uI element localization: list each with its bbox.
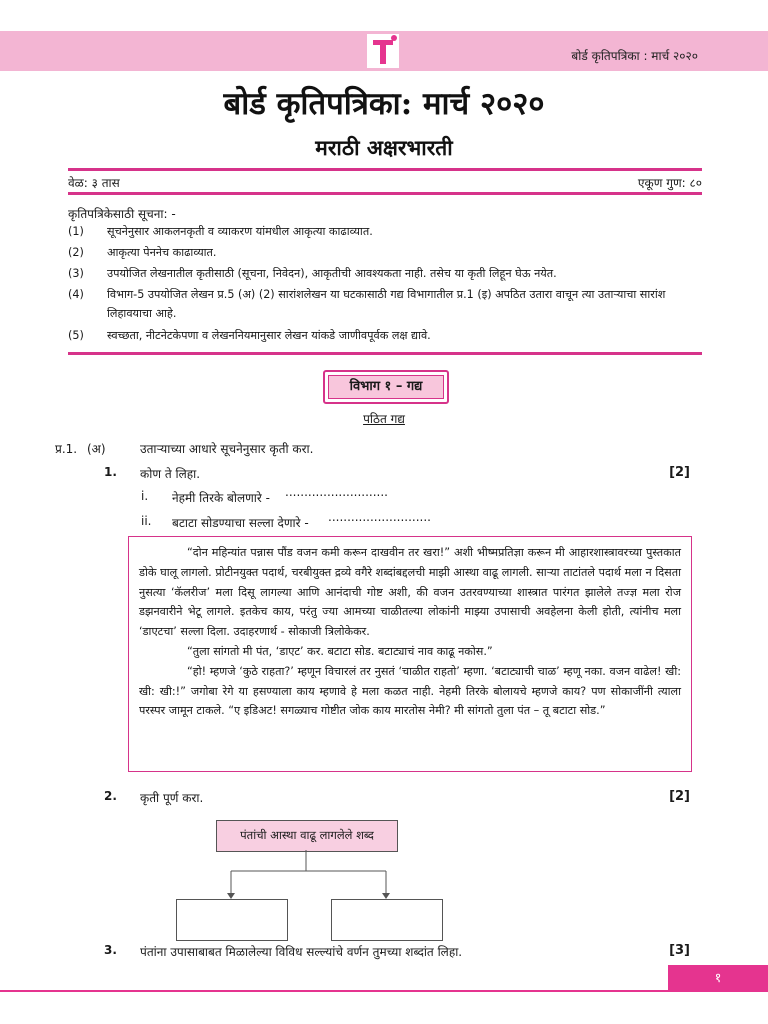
publisher-logo-icon [363, 30, 403, 72]
subquestion-number: 3. [104, 943, 117, 957]
page-subtitle: मराठी अक्षरभारती [315, 135, 453, 160]
divider-top [68, 168, 702, 171]
marks-label: [2] [669, 465, 690, 480]
answer-blank: ........................... [328, 510, 431, 524]
total-marks-label: एकूण गुण: ८० [637, 176, 702, 190]
instruction-number: (5) [68, 329, 84, 342]
answer-box [176, 899, 288, 941]
subquestion-text: कृती पूर्ण करा. [140, 791, 204, 805]
question-number: प्र.1. [55, 442, 78, 456]
instruction-text: विभाग-5 उपयोजित लेखन प्र.5 (अ) (2) सारांशलेखन या घटकासाठी गद्य विभागातील प्र.1 (इ) अपठित उतारा वाचून त्या उताऱ्याचा सारांश लिहावयाचा आहे. [107, 288, 666, 320]
concept-box: पंतांची आस्था वाढू लागलेले शब्द [216, 820, 398, 852]
item-number: ii. [141, 514, 152, 528]
header-label: बोर्ड कृतिपत्रिका : मार्च २०२० [571, 49, 698, 63]
answer-box [331, 899, 443, 941]
marks-label: [2] [669, 789, 690, 804]
passage-paragraph: “हो! म्हणजे ‘कुठे राहता?’ म्हणून विचारलं तर नुसतं ‘चाळीत राहतो’ म्हणा. ‘बटाट्याची चाळ’ म्हणू नका. वजन वाढेल! खी: खी: खी:!” जगोबा रेगे या हसण्याला काय म्हणावे हे मला कळत नाही. नेहमी तिरके बोलायचे म्हणजे काय? पण सोकाजींनी त्याला परस्पर जामून टाकले. “ए इडिअट! सगळ्याच गोष्टीत जोक काय मारतोस नेमी? मी सांगतो तुला पंत – तू बटाटा सोड.” [139, 664, 681, 718]
question-text: उताऱ्याच्या आधारे सूचनेनुसार कृती करा. [140, 442, 314, 456]
answer-blank: ........................... [285, 485, 388, 499]
item-number: i. [141, 489, 149, 503]
instruction-number: (4) [68, 288, 84, 301]
subquestion-number: 2. [104, 789, 117, 803]
subquestion-text: कोण ते लिहा. [140, 467, 201, 481]
instruction-number: (2) [68, 246, 84, 259]
page-title: बोर्ड कृतिपत्रिका: मार्च २०२० [223, 86, 545, 122]
marks-label: [3] [669, 943, 690, 958]
instruction-text: आकृत्या पेननेच काढाव्यात. [107, 246, 217, 259]
section-subheading: पठित गद्य [363, 412, 405, 426]
instruction-number: (1) [68, 225, 84, 238]
passage-paragraph: “तुला सांगतो मी पंत, ‘डाएट’ कर. बटाटा सोड. बटाट्याचं नाव काढू नकोस.” [187, 644, 493, 658]
instructions-heading: कृतिपत्रिकेसाठी सूचना: - [68, 207, 176, 221]
subquestion-text: पंतांना उपासाबाबत मिळालेल्या विविध सल्ल्यांचे वर्णन तुमच्या शब्दांत लिहा. [140, 945, 463, 959]
time-label: वेळ: ३ तास [68, 176, 120, 190]
question-part: (अ) [87, 442, 106, 456]
instruction-number: (3) [68, 267, 84, 280]
passage-box [128, 536, 692, 772]
page-number: १ [668, 965, 768, 992]
section-heading-box [323, 370, 449, 404]
footer-rule [0, 990, 768, 992]
section-heading: विभाग १ – गद्य [328, 375, 444, 399]
instruction-text: स्वच्छता, नीटनेटकेपणा व लेखननियमानुसार लेखन यांकडे जाणीवपूर्वक लक्ष द्यावे. [107, 329, 431, 342]
instruction-text: उपयोजित लेखनातील कृतीसाठी (सूचना, निवेदन), आकृतीची आवश्यकता नाही. तसेच या कृती लिहून घेऊ नयेत. [107, 267, 557, 280]
concept-connector-lines [200, 850, 440, 900]
item-text: बटाटा सोडण्याचा सल्ला देणारे - [172, 516, 309, 530]
divider-meta [68, 192, 702, 195]
divider-instructions [68, 352, 702, 355]
item-text: नेहमी तिरके बोलणारे - [172, 491, 270, 505]
subquestion-number: 1. [104, 465, 117, 479]
passage-paragraph: “दोन महिन्यांत पन्नास पौंड वजन कमी करून दाखवीन तर खरा!” अशी भीष्मप्रतिज्ञा करून मी आहारशास्त्रावरच्या पुस्तकात डोके घालू लागलो. प्रोटीनयुक्त पदार्थ, चरबीयुक्त द्रव्ये वगैरे शब्दांबद्दलची माझी आस्था वाढू लागली. साऱ्या ताटांतले पदार्थ मला न दिसता नुसत्या ‘कॅलरीज’ मला दिसू लागल्या आणि आनंदाची गोष्ट अशी, की वजन उतरवण्याच्या शास्त्रात पारंगत झालेले तज्ज्ञ मला रोज डझनवारीने भेटू लागले. इतकेच काय, परंतु ज्या आमच्या चाळीतल्या लोकांनी माझ्या उपासाची अवहेलना केली होती, त्यांनीच मला ‘डाएटचा’ सल्ला दिला. उदाहरणार्थ - सोकाजी त्रिलोकेकर. [139, 546, 681, 639]
instruction-text: सूचनेनुसार आकलनकृती व व्याकरण यांमधील आकृत्या काढाव्यात. [107, 225, 373, 238]
